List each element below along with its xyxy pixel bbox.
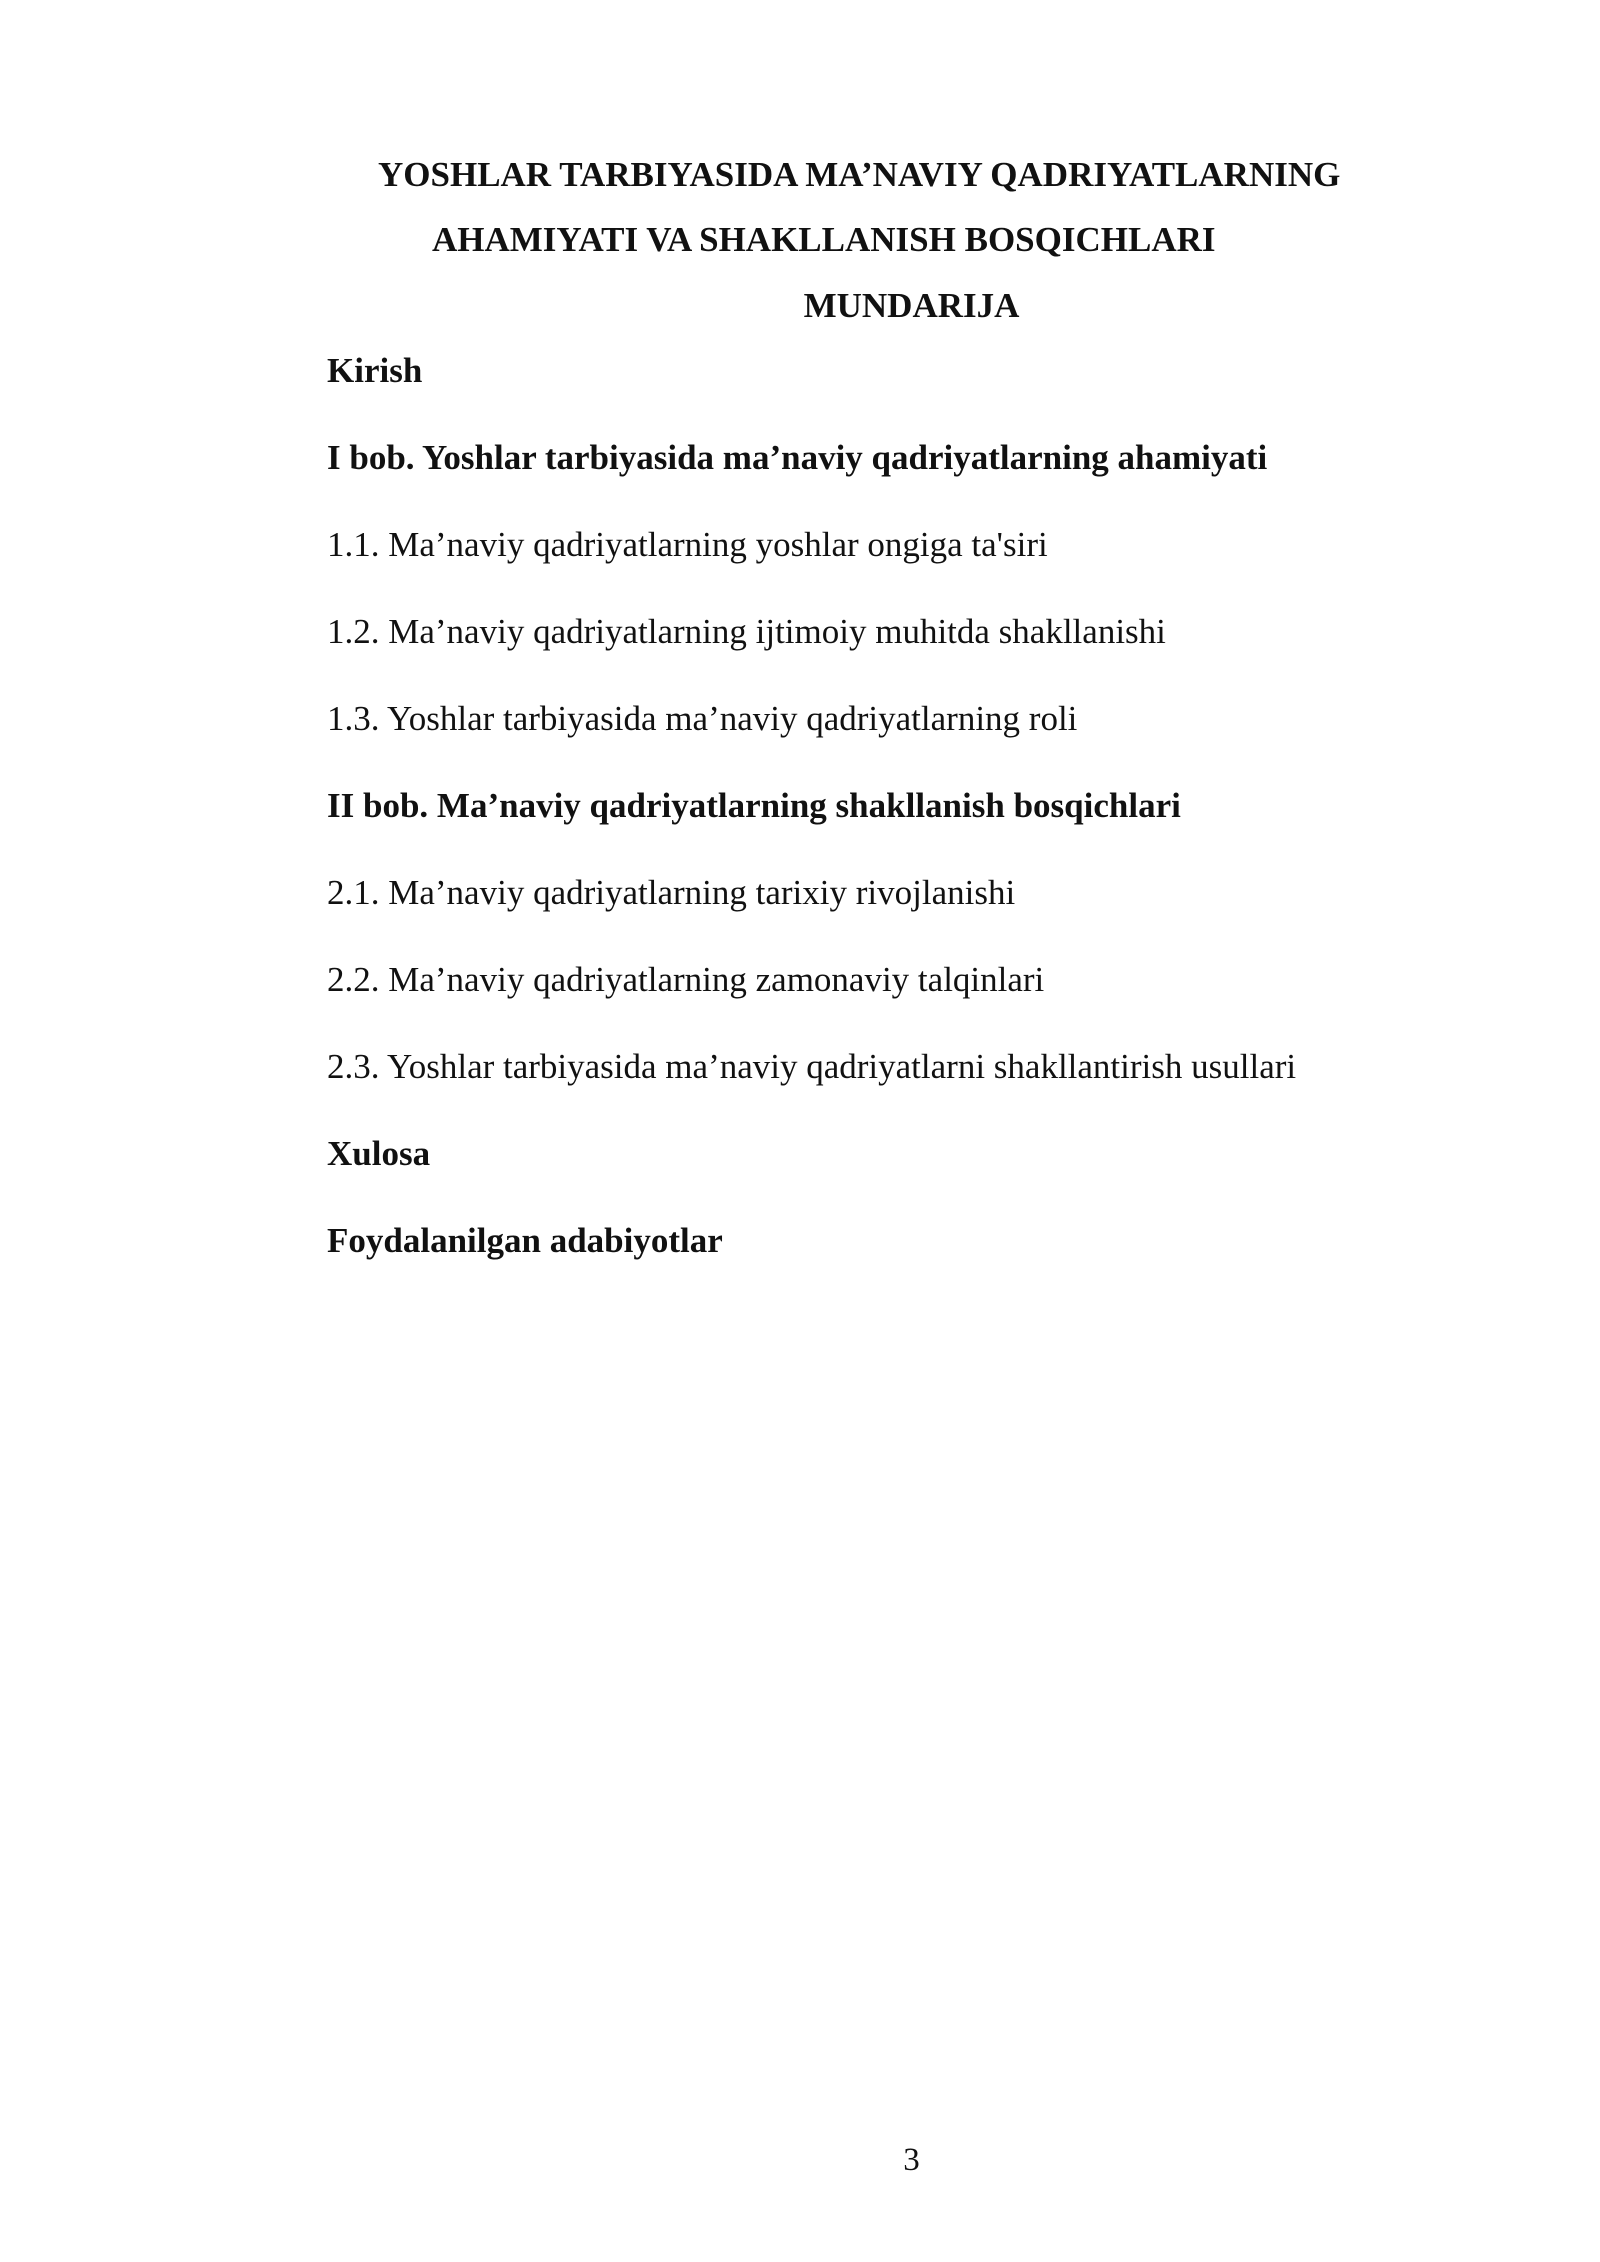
document-title-line-1: YOSHLAR TARBIYASIDA MA’NAVIY QADRIYATLARNING <box>378 155 1341 194</box>
toc-entry-section-1-2: 1.2. Ma’naviy qadriyatlarning ijtimoiy muhitda shakllanishi <box>327 612 1166 651</box>
table-of-contents-heading: MUNDARIJA <box>803 286 1020 325</box>
toc-entry-section-2-3: 2.3. Yoshlar tarbiyasida ma’naviy qadriyatlarni shakllantirish usullari <box>327 1047 1297 1086</box>
toc-entry-section-2-2: 2.2. Ma’naviy qadriyatlarning zamonaviy talqinlari <box>327 960 1045 999</box>
toc-entry-references: Foydalanilgan adabiyotlar <box>327 1221 723 1260</box>
toc-entry-chapter-2: II bob. Ma’naviy qadriyatlarning shakllanish bosqichlari <box>327 786 1181 825</box>
document-title-line-2: AHAMIYATI VA SHAKLLANISH BOSQICHLARI <box>432 220 1216 259</box>
toc-entry-section-1-1: 1.1. Ma’naviy qadriyatlarning yoshlar ongiga ta'siri <box>327 525 1048 564</box>
toc-entry-section-1-3: 1.3. Yoshlar tarbiyasida ma’naviy qadriyatlarning roli <box>327 699 1078 738</box>
toc-entry-section-2-1: 2.1. Ma’naviy qadriyatlarning tarixiy rivojlanishi <box>327 873 1016 912</box>
toc-entry-introduction: Kirish <box>327 351 423 390</box>
toc-entry-chapter-1: I bob. Yoshlar tarbiyasida ma’naviy qadriyatlarning ahamiyati <box>327 438 1268 477</box>
toc-entry-conclusion: Xulosa <box>327 1134 431 1173</box>
page-number: 3 <box>903 2142 920 2178</box>
table-of-contents <box>327 346 1477 1303</box>
